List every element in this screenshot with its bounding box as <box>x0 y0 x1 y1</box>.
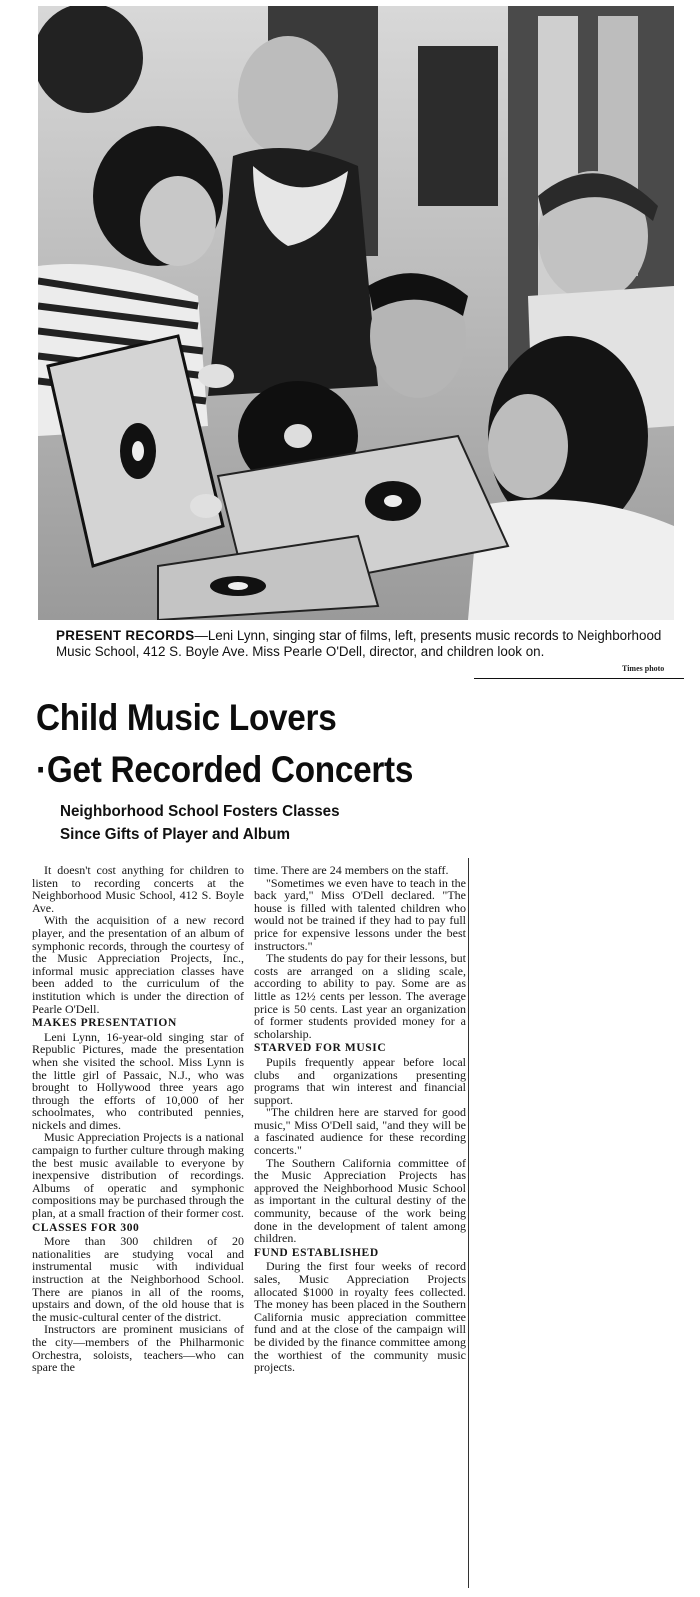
subheadline-line-1: Neighborhood School Fosters Classes <box>60 803 340 820</box>
photo-caption <box>56 628 684 660</box>
paragraph: It doesn't cost anything for children to listen to recording concerts at the Neighborhood Music School, 412 S. Boyle Ave. <box>32 863 244 915</box>
paragraph: "The children here are starved for good music," Miss O'Dell said, "and they will be a fascinated audience for these recording concerts." <box>254 1105 466 1158</box>
caption-lead: PRESENT RECORDS <box>56 628 195 643</box>
caption-rule <box>474 678 684 679</box>
paragraph: Leni Lynn, 16-year-old singing star of Republic Pictures, made the presentation when she visited the school. Miss Lynn is the little girl of Passaic, N.J., who was brought to Hollywood three years ago through the efforts of 10,000 of her schoolmates, who contributed pennies, nickels and dimes. <box>32 1029 244 1132</box>
paragraph: time. There are 24 members on the staff. <box>254 863 449 877</box>
news-photo <box>38 6 674 620</box>
column-divider <box>468 858 469 1588</box>
subheadline <box>60 800 554 846</box>
section-heading: CLASSES FOR 300 <box>32 1221 140 1234</box>
paragraph: The students do pay for their lessons, but costs are arranged on a sliding scale, according to ability to pay. Some are as little as 12½ cents per lesson. The average price is 50 cents. Last year an organization of former students provided money for a scholarship. <box>254 951 466 1041</box>
section-heading: MAKES PRESENTATION <box>32 1017 177 1030</box>
article-column-left <box>32 864 244 1374</box>
caption-text: —Leni Lynn, singing star of films, left, presents music records to Neighborhood Music School, 412 S. Boyle Ave. Miss Pearle O'Dell, director, and children look on. <box>56 628 662 659</box>
headline <box>36 692 612 796</box>
article-column-right <box>254 864 466 1374</box>
photo-illustration <box>38 6 674 620</box>
subheadline-line-2: Since Gifts of Player and Album <box>60 826 291 843</box>
section-heading: FUND ESTABLISHED <box>254 1246 379 1259</box>
paragraph: Pupils frequently appear before local clubs and organizations presenting programs that win interest and financial support. <box>254 1054 466 1107</box>
headline-line-2: ·Get Recorded Concerts <box>36 749 414 790</box>
paragraph: With the acquisition of a new record player, and the presentation of an album of symphonic records, through the courtesy of the Music Appreciation Projects, Inc., informal music appreciation classes have been added to the curriculum of the institution which is under the direction of Pearle O'Dell. <box>32 913 244 1016</box>
paragraph: The Southern California committee of the Music Appreciation Projects has approved the Neighborhood Music School as important in the cultural destiny of the community, because of the work being done in the development of talent among children. <box>254 1155 466 1246</box>
photo-credit: Times photo <box>622 664 665 673</box>
paragraph: More than 300 children of 20 nationalities are studying vocal and instrumental music with individual instruction at the Neighborhood School. There are pianos in all of the rooms, upstairs and down, of the old house that is the music-cultural center of the district. <box>32 1234 244 1324</box>
section-heading: STARVED FOR MUSIC <box>254 1042 387 1055</box>
paragraph: "Sometimes we even have to teach in the back yard," Miss O'Dell declared. "The house is filled with talented children who would not be trained if they had to pay full price for expensive lessons under the best instructors." <box>254 875 466 953</box>
paragraph: During the first four weeks of record sales, Music Appreciation Projects allocated $1000 in royalty fees collected. The money has been placed in the Southern California music appreciation committee fund and at the close of the campaign will be divided by the finance committee among the worthiest of the community music projects. <box>254 1259 466 1375</box>
paragraph: Music Appreciation Projects is a national campaign to further culture through making the best music available to everyone by inexpensive distribution of recordings. Albums of operatic and symphonic compositions may be purchased through the plan, at a small fraction of their former cost. <box>32 1130 244 1221</box>
headline-line-1: Child Music Lovers <box>36 697 337 738</box>
paragraph: Instructors are prominent musicians of the city—members of the Philharmonic Orchestra, soloists, teachers—who can spare the <box>32 1322 244 1375</box>
